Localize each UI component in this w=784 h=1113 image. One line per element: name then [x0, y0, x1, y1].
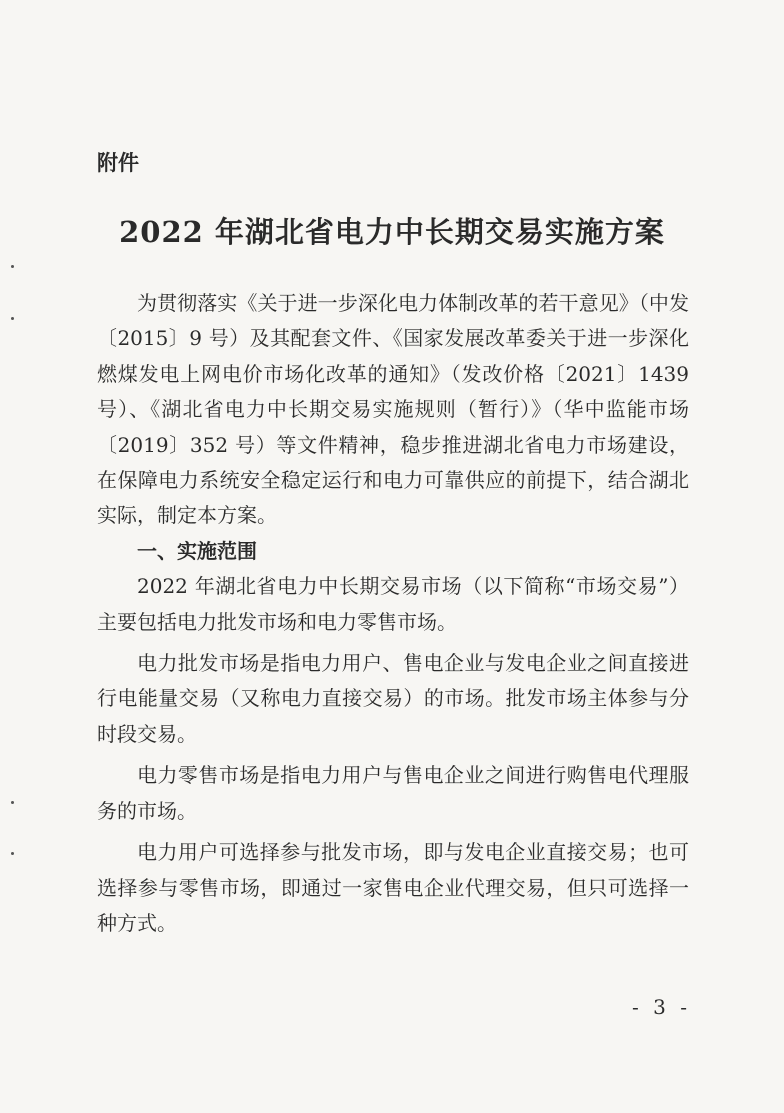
- scan-dot: [11, 265, 14, 268]
- scan-dot: [11, 317, 14, 320]
- wholesale-paragraph: 电力批发市场是指电力用户、售电企业与发电企业之间直接进行电能量交易（又称电力直接交易）的市场。批发市场主体参与分时段交易。: [97, 651, 689, 746]
- document-body: [97, 286, 689, 941]
- page-number: - 3 -: [632, 995, 691, 1019]
- choice-paragraph: 电力用户可选择参与批发市场，即与发电企业直接交易；也可选择参与零售市场，即通过一家售电企业代理交易，但只可选择一种方式。: [97, 840, 689, 935]
- section-heading: 一、实施范围: [137, 538, 257, 563]
- scope-paragraph: 2022 年湖北省电力中长期交易市场（以下简称“市场交易”）主要包括电力批发市场和电力零售市场。: [97, 574, 689, 634]
- document-title: 2022 年湖北省电力中长期交易实施方案: [119, 215, 665, 249]
- retail-paragraph: 电力零售市场是指电力用户与售电企业之间进行购售电代理服务的市场。: [97, 763, 689, 823]
- scan-dot: [11, 801, 14, 804]
- attachment-label: 附件: [97, 151, 139, 175]
- intro-paragraph: 为贯彻落实《关于进一步深化电力体制改革的若干意见》（中发〔2015〕9 号）及其配套文件、《国家发展改革委关于进一步深化燃煤发电上网电价市场化改革的通知》（发改价格〔2021〕1439 号）、《湖北省电力中长期交易实施规则（暂行）》（华中监能市场〔2019〕352 号）等文件精神，稳步推进湖北省电力市场建设，在保障电力系统安全稳定运行和电力可靠供应的前提下，结合湖北实际，制定本方案。: [97, 291, 689, 528]
- scan-dot: [11, 852, 14, 855]
